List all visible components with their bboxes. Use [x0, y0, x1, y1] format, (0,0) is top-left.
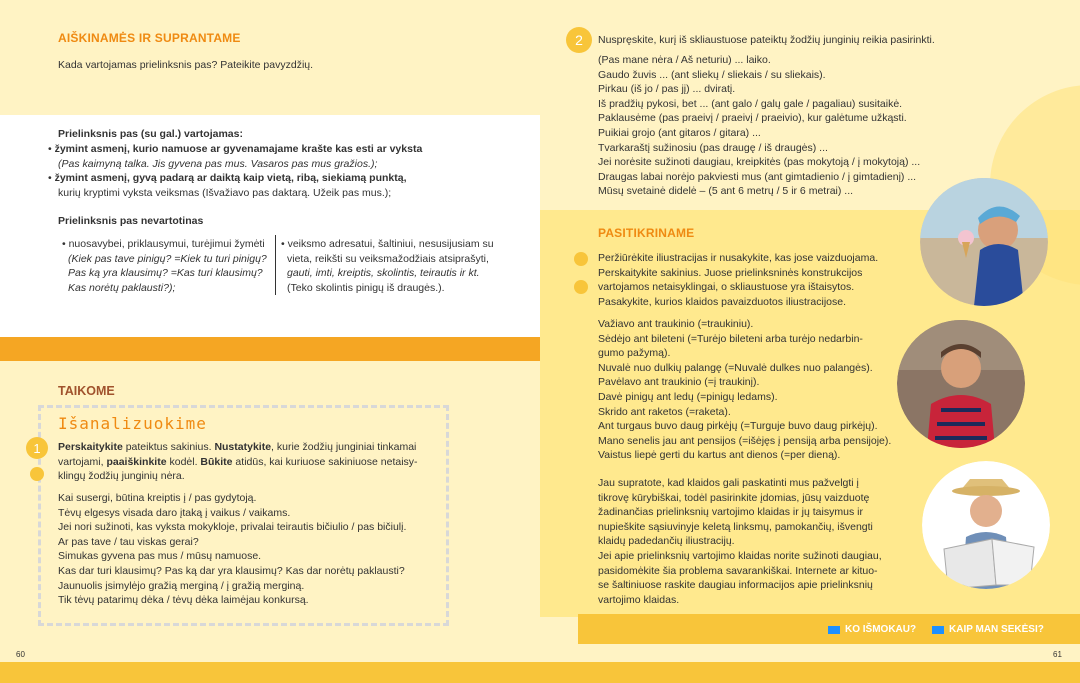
girl-ice-cream-photo [920, 178, 1048, 306]
how-did-i-do-label: KAIP MAN SEKĖSI? [949, 624, 1044, 635]
page-number-right: 61 [1053, 650, 1062, 659]
sentence: Tėvų elgesys visada daro įtaką į vaikus / vaikams. [58, 506, 291, 519]
check-sentence: Sėdėjo ant bileteni (=Turėjo bileteni arba turėjo nedarbin- [598, 332, 863, 345]
instruction-line: vartojami, paaiškinkite kodėl. Būkite atidūs, kai kuriuose sakiniuose netaisy- [58, 455, 418, 468]
check-sentence: Važiavo ant traukinio (=traukiniu). [598, 318, 754, 330]
check-sentence: Vaistus liepė gerti du kartus ant dienos (=per dieną). [598, 449, 841, 462]
column-separator [275, 235, 276, 295]
what-i-learn-button[interactable] [828, 624, 916, 635]
rule-bullet-1-example: (Pas kaimyną talka. Jis gyvena pas mus. Vasaros pas mus gražios.); [58, 158, 378, 170]
not-used-heading: Prielinksnis pas nevartotinas [58, 215, 204, 227]
exercise-sentences [58, 491, 406, 608]
closing-line: Jau supratote, kad klaidos gali paskatinti mus pažvelgti į [598, 477, 859, 489]
task-2-instruction: Nuspręskite, kurį iš skliaustuose pateiktų žodžių junginių reikia pasirinkti. [598, 34, 935, 46]
rule-heading: Prielinksnis pas (su gal.) vartojamas: [58, 128, 243, 140]
rule-bullet-1: • žymint asmenį, kurio namuose ar gyvenamajame krašte kas esti ar vyksta [48, 143, 423, 155]
not-used-col-2 [281, 237, 494, 295]
check-instr-line: vartojamos netaisyklingai, o skliaustuose yra ištaisytos. [598, 281, 855, 294]
how-did-i-do-button[interactable] [932, 624, 1044, 635]
section-title-apply: TAIKOME [58, 384, 115, 398]
bookmark-icon [932, 626, 944, 634]
choice-item: Jei norėsite sužinoti daugiau, kreipkitės (pas mokytoją / į mokytoją) ... [598, 156, 921, 169]
check-instr-line: Peržiūrėkite iliustracijas ir nusakykite, kas jose vaizduojama. [598, 252, 879, 264]
sentence: Jaunuolis įsimylėjo gražią merginą / į gražią merginą. [58, 579, 305, 592]
choice-item: Paklausėme (pas praeivį / praeivį / praeivio), kur galėtume užkąsti. [598, 112, 907, 125]
closing-line: se šaltiniuose raskite daugiau informacijos apie prielinksnių [598, 579, 873, 592]
check-instr-line: Pasakykite, kurios klaidos pavaizduotos iliustracijose. [598, 295, 847, 308]
intro-question: Kada vartojamas prielinksnis pas? Pateikite pavyzdžių. [58, 59, 314, 71]
closing-line: tikrovę kūrybiškai, todėl pasirinkite įdomias, jūsų vaizduotę [598, 491, 870, 504]
box-title: Išanalizuokime [58, 414, 207, 433]
check-sentence: gumo pažymą). [598, 347, 671, 360]
col2-line: • veiksmo adresatui, šaltiniui, nesusijusiam su [281, 238, 494, 250]
sentence: Kas dar turi klausimų? Pas ką dar yra klausimų? Kas dar norėtų paklausti? [58, 564, 405, 577]
choice-item: Gaudo žuvis ... (ant sliekų / sliekais / su sliekais). [598, 68, 826, 81]
exercise-number-1: 1 [26, 437, 48, 459]
check-sentence: Mano senelis jau ant pensijos (=išėjęs į pensiją arba pensijoje). [598, 434, 892, 447]
choice-item: Draugas labai norėjo pakviesti mus (ant gimtadienio / į gimtadienį) ... [598, 170, 917, 183]
check-sentence: Nuvalė nuo dulkių palangę (=Nuvalė dulkes nuo palangės). [598, 361, 873, 374]
rule-bullet-2-example: kurių kryptimi vyksta veiksmas (Išvažiavo pas daktarą. Užeik pas mus.); [58, 187, 392, 199]
divider-band [0, 337, 540, 361]
what-i-learn-label: KO IŠMOKAU? [845, 624, 917, 635]
check-sentence: Pavėlavo ant traukinio (=į traukinį). [598, 376, 760, 389]
closing-text [598, 476, 882, 607]
sentence: Ar pas tave / tau viskas gerai? [58, 535, 199, 548]
choice-item: Iš pradžių pykosi, bet ... (ant galo / galų gale / pagaliau) susitaikė. [598, 97, 903, 110]
not-used-col-1 [62, 237, 267, 295]
col2-line: (Teko skolintis pinigų iš draugės.). [287, 281, 445, 294]
grandpa-newspaper-photo [922, 461, 1050, 589]
col2-line: gauti, imti, kreiptis, skolintis, teirautis ir kt. [287, 267, 480, 280]
check-sentences [598, 317, 891, 463]
check-sentence: Ant turgaus buvo daug pirkėjų (=Turguje buvo daug pirkėjų). [598, 420, 878, 433]
sentence: Jei nori sužinoti, kas vyksta mokykloje, privalai teirautis bičiulio / pas bičiulį. [58, 521, 407, 534]
col1-line: (Kiek pas tave pinigų? =Kiek tu turi pinigų? [68, 252, 267, 265]
choice-item: Tvarkaraštį sužinosiu (pas draugę / iš draugės) ... [598, 141, 828, 154]
closing-line: Jei apie prielinksnių vartojimo klaidas norite sužinoti daugiau, [598, 549, 882, 562]
footer-bar-left [0, 662, 540, 683]
check-instructions [598, 251, 878, 309]
closing-line: vartojimo klaidas. [598, 593, 680, 606]
closing-line: pasidomėkite šia problema savarankiškai. Internete ar kituo- [598, 564, 878, 577]
section-title-check: PASITIKRINAME [598, 226, 695, 240]
exercise-number-2: 2 [566, 27, 592, 53]
exercise-instructions [58, 440, 418, 484]
cursor-icon [574, 252, 588, 266]
col1-line: Kas norėtų paklausti?); [68, 281, 176, 294]
col1-line: • nuosavybei, priklausymui, turėjimui žymėti [62, 238, 265, 250]
rule-bullet-2: • žymint asmenį, gyvą padarą ar daiktą kaip vietą, ribą, siekiamą punktą, [48, 172, 407, 184]
col1-line: Pas ką yra klausimų? =Kas turi klausimų? [68, 267, 263, 280]
pacman-icon [30, 467, 44, 481]
instruction-line: Perskaitykite pateiktus sakinius. Nustatykite, kurie žodžių junginiai tinkamai [58, 441, 417, 453]
closing-line: nupieškite sąsiuvinyje keletą linksmų, pamokančių, išvengti [598, 520, 873, 533]
task-2-items [598, 53, 920, 199]
check-sentence: Skrido ant raketos (=raketa). [598, 405, 731, 418]
choice-item: Mūsų svetainė didelė – (5 ant 6 metrų / 5 ir 6 metrai) ... [598, 185, 854, 198]
bookmark-icon [828, 626, 840, 634]
choice-item: (Pas mane nėra / Aš neturiu) ... laiko. [598, 54, 771, 66]
man-late-train-photo [897, 320, 1025, 448]
choice-item: Puikiai grojo (ant gitaros / gitara) ... [598, 126, 761, 139]
footer-bar-right [540, 662, 1080, 683]
instruction-line: klingų žodžių junginių nėra. [58, 470, 185, 483]
sentence: Simukas gyvena pas mus / mūsų namuose. [58, 550, 262, 563]
col2-line: vieta, reikšti su veiksmažodžiais atsiprašyti, [287, 252, 489, 265]
sentence: Kai susergi, būtina kreiptis į / pas gydytoją. [58, 492, 257, 504]
sentence: Tik tėvų patarimų dėka / tėvų dėka laimėjau konkursą. [58, 594, 309, 607]
section-title-explain: AIŠKINAMĖS IR SUPRANTAME [58, 31, 241, 45]
choice-item: Pirkau (iš jo / pas jį) ... dviratį. [598, 83, 736, 96]
check-instr-line: Perskaitykite sakinius. Juose prielinksninės konstrukcijos [598, 266, 863, 279]
check-sentence: Davė pinigų ant ledų (=pinigų ledams). [598, 390, 778, 403]
closing-line: klaidų padedančių iliustracijų. [598, 535, 735, 548]
page-number-left: 60 [16, 650, 25, 659]
closing-line: žadinančias prielinksnių vartojimo klaidas ir jų taisymus ir [598, 506, 863, 519]
pacman-icon [574, 280, 588, 294]
